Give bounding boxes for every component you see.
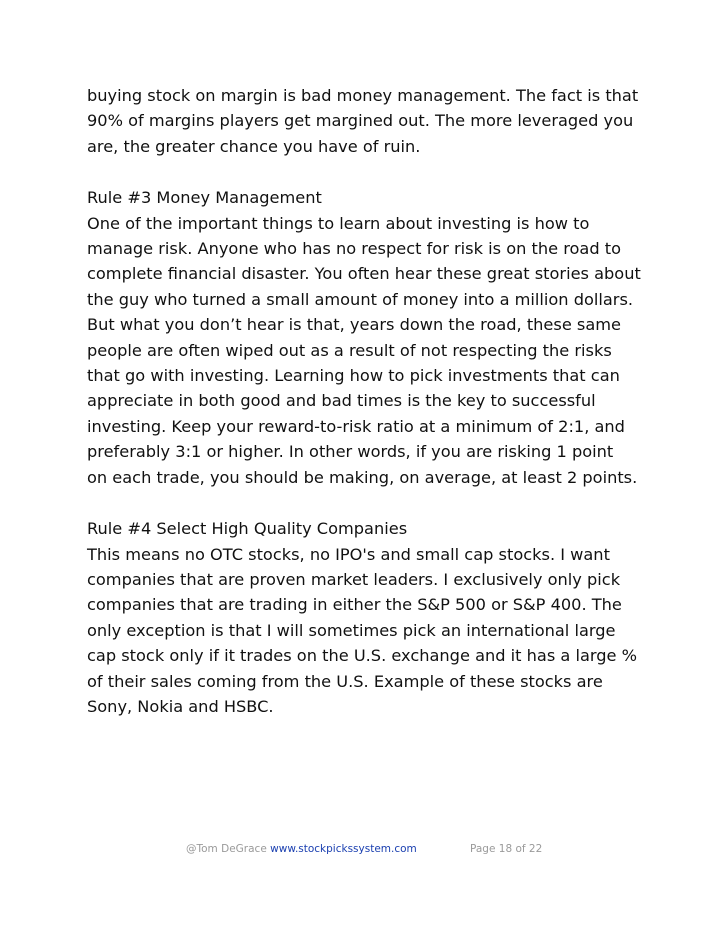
text-line: One of the important things to learn about investing is how to — [87, 213, 590, 233]
footer-website-link[interactable]: www.stockpickssystem.com — [270, 843, 417, 855]
text-line: This means no OTC stocks, no IPO's and small cap stocks. I want — [87, 544, 610, 564]
text-line: of their sales coming from the U.S. Example of these stocks are — [87, 671, 603, 691]
intro-paragraph — [87, 83, 653, 159]
text-line: companies that are proven market leaders. I exclusively only pick — [87, 569, 621, 589]
text-line: manage risk. Anyone who has no respect for risk is on the road to — [87, 239, 622, 259]
page-footer — [186, 843, 543, 855]
text-line: investing. Keep your reward-to-risk ratio at a minimum of 2:1, and — [87, 416, 625, 436]
rule3-heading: Rule #3 Money Management — [87, 188, 322, 208]
text-line: on each trade, you should be making, on average, at least 2 points. — [87, 467, 638, 487]
paragraph-gap — [87, 490, 653, 516]
paragraph-gap — [87, 159, 653, 185]
text-line: the guy who turned a small amount of money into a million dollars. — [87, 289, 634, 309]
document-page — [87, 83, 653, 719]
rule4-heading: Rule #4 Select High Quality Companies — [87, 519, 408, 539]
text-line: only exception is that I will sometimes pick an international large — [87, 620, 616, 640]
text-line: people are often wiped out as a result of not respecting the risks — [87, 340, 612, 360]
text-line: complete financial disaster. You often hear these great stories about — [87, 264, 641, 284]
rule3-paragraph — [87, 211, 653, 490]
rule4-paragraph — [87, 542, 653, 720]
text-line: 90% of margins players get margined out. The more leveraged you — [87, 111, 634, 131]
text-line: Sony, Nokia and HSBC. — [87, 696, 274, 716]
text-line: But what you don’t hear is that, years down the road, these same — [87, 315, 622, 335]
footer-page-number: Page 18 of 22 — [470, 843, 543, 855]
text-line: are, the greater chance you have of ruin. — [87, 136, 421, 156]
text-line: appreciate in both good and bad times is the key to successful — [87, 391, 596, 411]
text-line: companies that are trading in either the S&P 500 or S&P 400. The — [87, 595, 622, 615]
text-line: cap stock only if it trades on the U.S. exchange and it has a large % — [87, 646, 638, 666]
text-line: preferably 3:1 or higher. In other words, if you are risking 1 point — [87, 442, 614, 462]
footer-author: @Tom DeGrace — [186, 843, 267, 855]
text-line: buying stock on margin is bad money management. The fact is that — [87, 86, 639, 105]
text-line: that go with investing. Learning how to pick investments that can — [87, 366, 620, 386]
